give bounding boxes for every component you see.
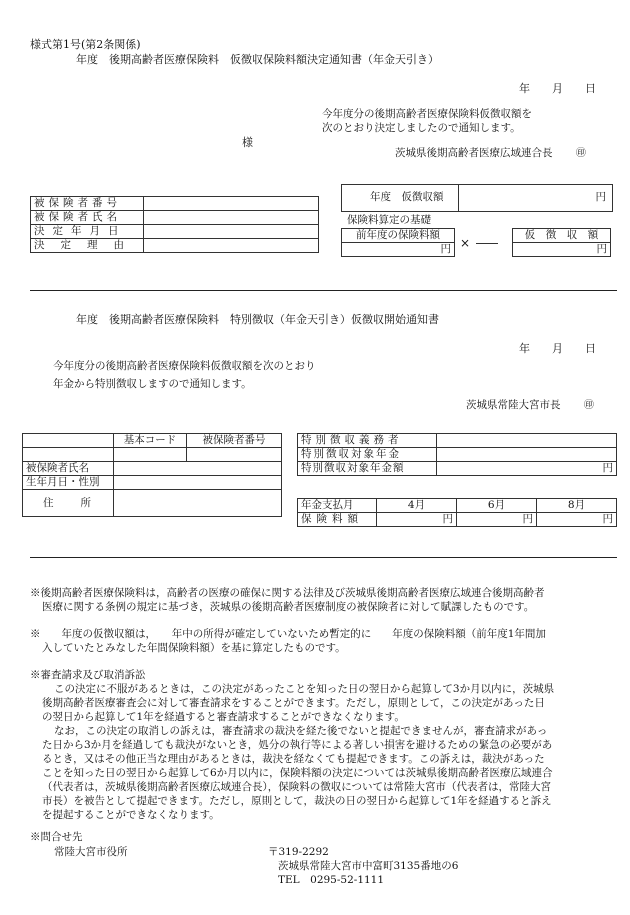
appeal-title: ※審査請求及び取消訴訟 bbox=[30, 669, 146, 681]
notice1-date: 年 月 日 bbox=[519, 82, 596, 95]
appeal-line: 後期高齢者医療審査会に対して審査請求をすることができます。ただし，原則として，この決定があった日 bbox=[42, 697, 545, 709]
appeal-line: るとき，又はその他正当な理由があるときは，裁決を経なくても提起できます。この訴えは，裁決があった bbox=[42, 753, 545, 765]
notice2-issuer-name: 茨城県常陸大宮市長 bbox=[466, 399, 561, 411]
seal-icon: ㊞ bbox=[575, 148, 586, 159]
notice2-issuer bbox=[466, 399, 594, 412]
payment-month-label: 年金支払月 bbox=[298, 499, 377, 513]
provisional-collection-label: 仮 徴 収 額 bbox=[513, 229, 611, 243]
insured-name-label-2: 被保険者氏名 bbox=[23, 462, 114, 476]
address-value[interactable] bbox=[114, 490, 282, 517]
note-legal-basis-line2: 医療に関する条例の規定に基づき，茨城県の後期高齢者医療制度の被保険者に対して賦課したものです。 bbox=[42, 601, 535, 613]
payment-schedule-table bbox=[297, 498, 617, 527]
appeal-line: （代表者は，茨城県後期高齢者医療広域連合長），保険料の徴収については常陸大宮市（代表者は，常陸大宮 bbox=[42, 781, 552, 793]
prev-year-premium-table bbox=[341, 228, 455, 257]
appeal-line: の翌日から起算して1年を経過すると審査請求することができなくなります。 bbox=[42, 711, 405, 723]
month-august: 8月 bbox=[537, 499, 617, 513]
note-provisional-line1: ※ 年度の仮徴収額は， 年中の所得が確定していないため暫定的に 年度の保険料額（前年度1年間加 bbox=[30, 628, 546, 640]
note-legal-basis-line1: ※後期高齢者医療保険料は，高齢者の医療の確保に関する法律及び茨城県後期高齢者医療広域連合後期高齢者 bbox=[30, 587, 545, 599]
form-number: 様式第1号(第2条関係) bbox=[30, 38, 141, 51]
appeal-line: ことを知った日の翌日から起算して6か月以内に，保険料額の決定については茨城県後期高齢者医療広域連合 bbox=[42, 767, 553, 779]
notice2-date: 年 月 日 bbox=[519, 342, 596, 355]
premium-amount-label: 保険料額 bbox=[298, 513, 377, 527]
insured-name-value[interactable] bbox=[144, 211, 319, 225]
basic-code-value[interactable] bbox=[114, 448, 187, 462]
appeal-line: この決定に不服があるときは，この決定があったことを知った日の翌日から起算して3か月以内に，茨城県 bbox=[54, 683, 555, 695]
target-pension-label: 特別徴収対象年金 bbox=[298, 448, 437, 462]
premium-june-yen: 円 bbox=[457, 513, 537, 527]
special-collection-table bbox=[297, 433, 617, 476]
contact-office: 常陸大宮市役所 bbox=[54, 846, 128, 858]
appeal-line: を提起することができなくなります。 bbox=[42, 809, 220, 821]
premium-basis-label: 保険料算定の基礎 bbox=[347, 214, 431, 226]
provisional-amount-yen: 円 bbox=[595, 191, 606, 203]
premium-august-yen: 円 bbox=[537, 513, 617, 527]
notice1-issuer-name: 茨城県後期高齢者医療広域連合長 bbox=[395, 147, 553, 159]
decision-date-value[interactable] bbox=[144, 225, 319, 239]
decision-reason-label: 決定理由 bbox=[31, 239, 144, 253]
notice2-insured-table bbox=[22, 433, 282, 517]
provisional-collection-table bbox=[512, 228, 611, 257]
notice2-message-line2: 年金から特別徴収しますので通知します。 bbox=[53, 378, 252, 390]
target-pension-amount-yen: 円 bbox=[437, 462, 617, 476]
divider-1 bbox=[30, 290, 617, 291]
collector-label: 特別徴収義務者 bbox=[298, 434, 437, 448]
insured-name-label: 被保険者氏名 bbox=[31, 211, 144, 225]
birth-gender-label: 生年月日・性別 bbox=[23, 476, 114, 490]
month-june: 6月 bbox=[457, 499, 537, 513]
premium-april-yen: 円 bbox=[377, 513, 457, 527]
contact-postal: 〒319-2292 bbox=[268, 846, 329, 858]
month-april: 4月 bbox=[377, 499, 457, 513]
provisional-amount-box bbox=[341, 184, 613, 212]
insured-number-label: 被保険者番号 bbox=[31, 197, 144, 211]
notice2-message-line1: 今年度分の後期高齢者医療保険料仮徴収額を次のとおり bbox=[53, 360, 316, 372]
provisional-collection-yen: 円 bbox=[513, 243, 611, 257]
prev-year-premium-label: 前年度の保険料額 bbox=[342, 229, 455, 243]
basic-code-label: 基本コード bbox=[114, 434, 187, 448]
notice1-insured-table bbox=[30, 196, 319, 253]
provisional-amount-label: 年度 仮徴収額 bbox=[370, 191, 444, 203]
recipient-salutation: 様 bbox=[242, 136, 253, 149]
divider-2 bbox=[30, 557, 617, 558]
notice1-message-line1: 今年度分の後期高齢者医療保険料仮徴収額を bbox=[322, 108, 532, 120]
multiply-icon: × bbox=[460, 236, 471, 250]
contact-title: ※問合せ先 bbox=[30, 831, 83, 843]
birth-gender-value[interactable] bbox=[114, 476, 282, 490]
appeal-line: 市長）を被告として提起できます。ただし，原則として，裁決の日の翌日から起算して1年を経過すると訴え bbox=[42, 795, 552, 807]
contact-tel: TEL 0295-52-1111 bbox=[278, 874, 385, 886]
notice2-title: 年度 後期高齢者医療保険料 特別徴収（年金天引き）仮徴収開始通知書 bbox=[76, 313, 439, 326]
target-pension-amount-label: 特別徴収対象年金額 bbox=[298, 462, 437, 476]
dash-line bbox=[476, 243, 498, 244]
insured-number-header: 被保険者番号 bbox=[187, 434, 282, 448]
target-pension-value[interactable] bbox=[437, 448, 617, 462]
seal-icon: ㊞ bbox=[583, 400, 594, 411]
notice1-title: 年度 後期高齢者医療保険料 仮徴収保険料額決定通知書（年金天引き） bbox=[76, 53, 439, 66]
note-provisional-line2: 入していたとみなした年間保険料額）を基に算定したものです。 bbox=[42, 642, 346, 654]
notice1-issuer bbox=[395, 147, 586, 160]
insured-number-value-2[interactable] bbox=[187, 448, 282, 462]
insured-number-value[interactable] bbox=[144, 197, 319, 211]
address-label: 住 所 bbox=[23, 490, 114, 517]
appeal-line: なお，この決定の取消しの訴えは，審査請求の裁決を経た後でないと提起できませんが，審査請求があっ bbox=[54, 725, 548, 737]
prev-year-premium-yen: 円 bbox=[342, 243, 455, 257]
insured-name-value-2[interactable] bbox=[114, 462, 282, 476]
collector-value[interactable] bbox=[437, 434, 617, 448]
notice1-message-line2: 次のとおり決定しましたので通知します。 bbox=[322, 122, 521, 134]
appeal-line: た日から3か月を経過しても裁決がないとき，処分の執行等による著しい損害を避けるための緊急の必要があ bbox=[42, 739, 553, 751]
decision-reason-value[interactable] bbox=[144, 239, 319, 253]
contact-address: 茨城県常陸大宮市中富町3135番地の6 bbox=[278, 860, 459, 872]
decision-date-label: 決定年月日 bbox=[31, 225, 144, 239]
